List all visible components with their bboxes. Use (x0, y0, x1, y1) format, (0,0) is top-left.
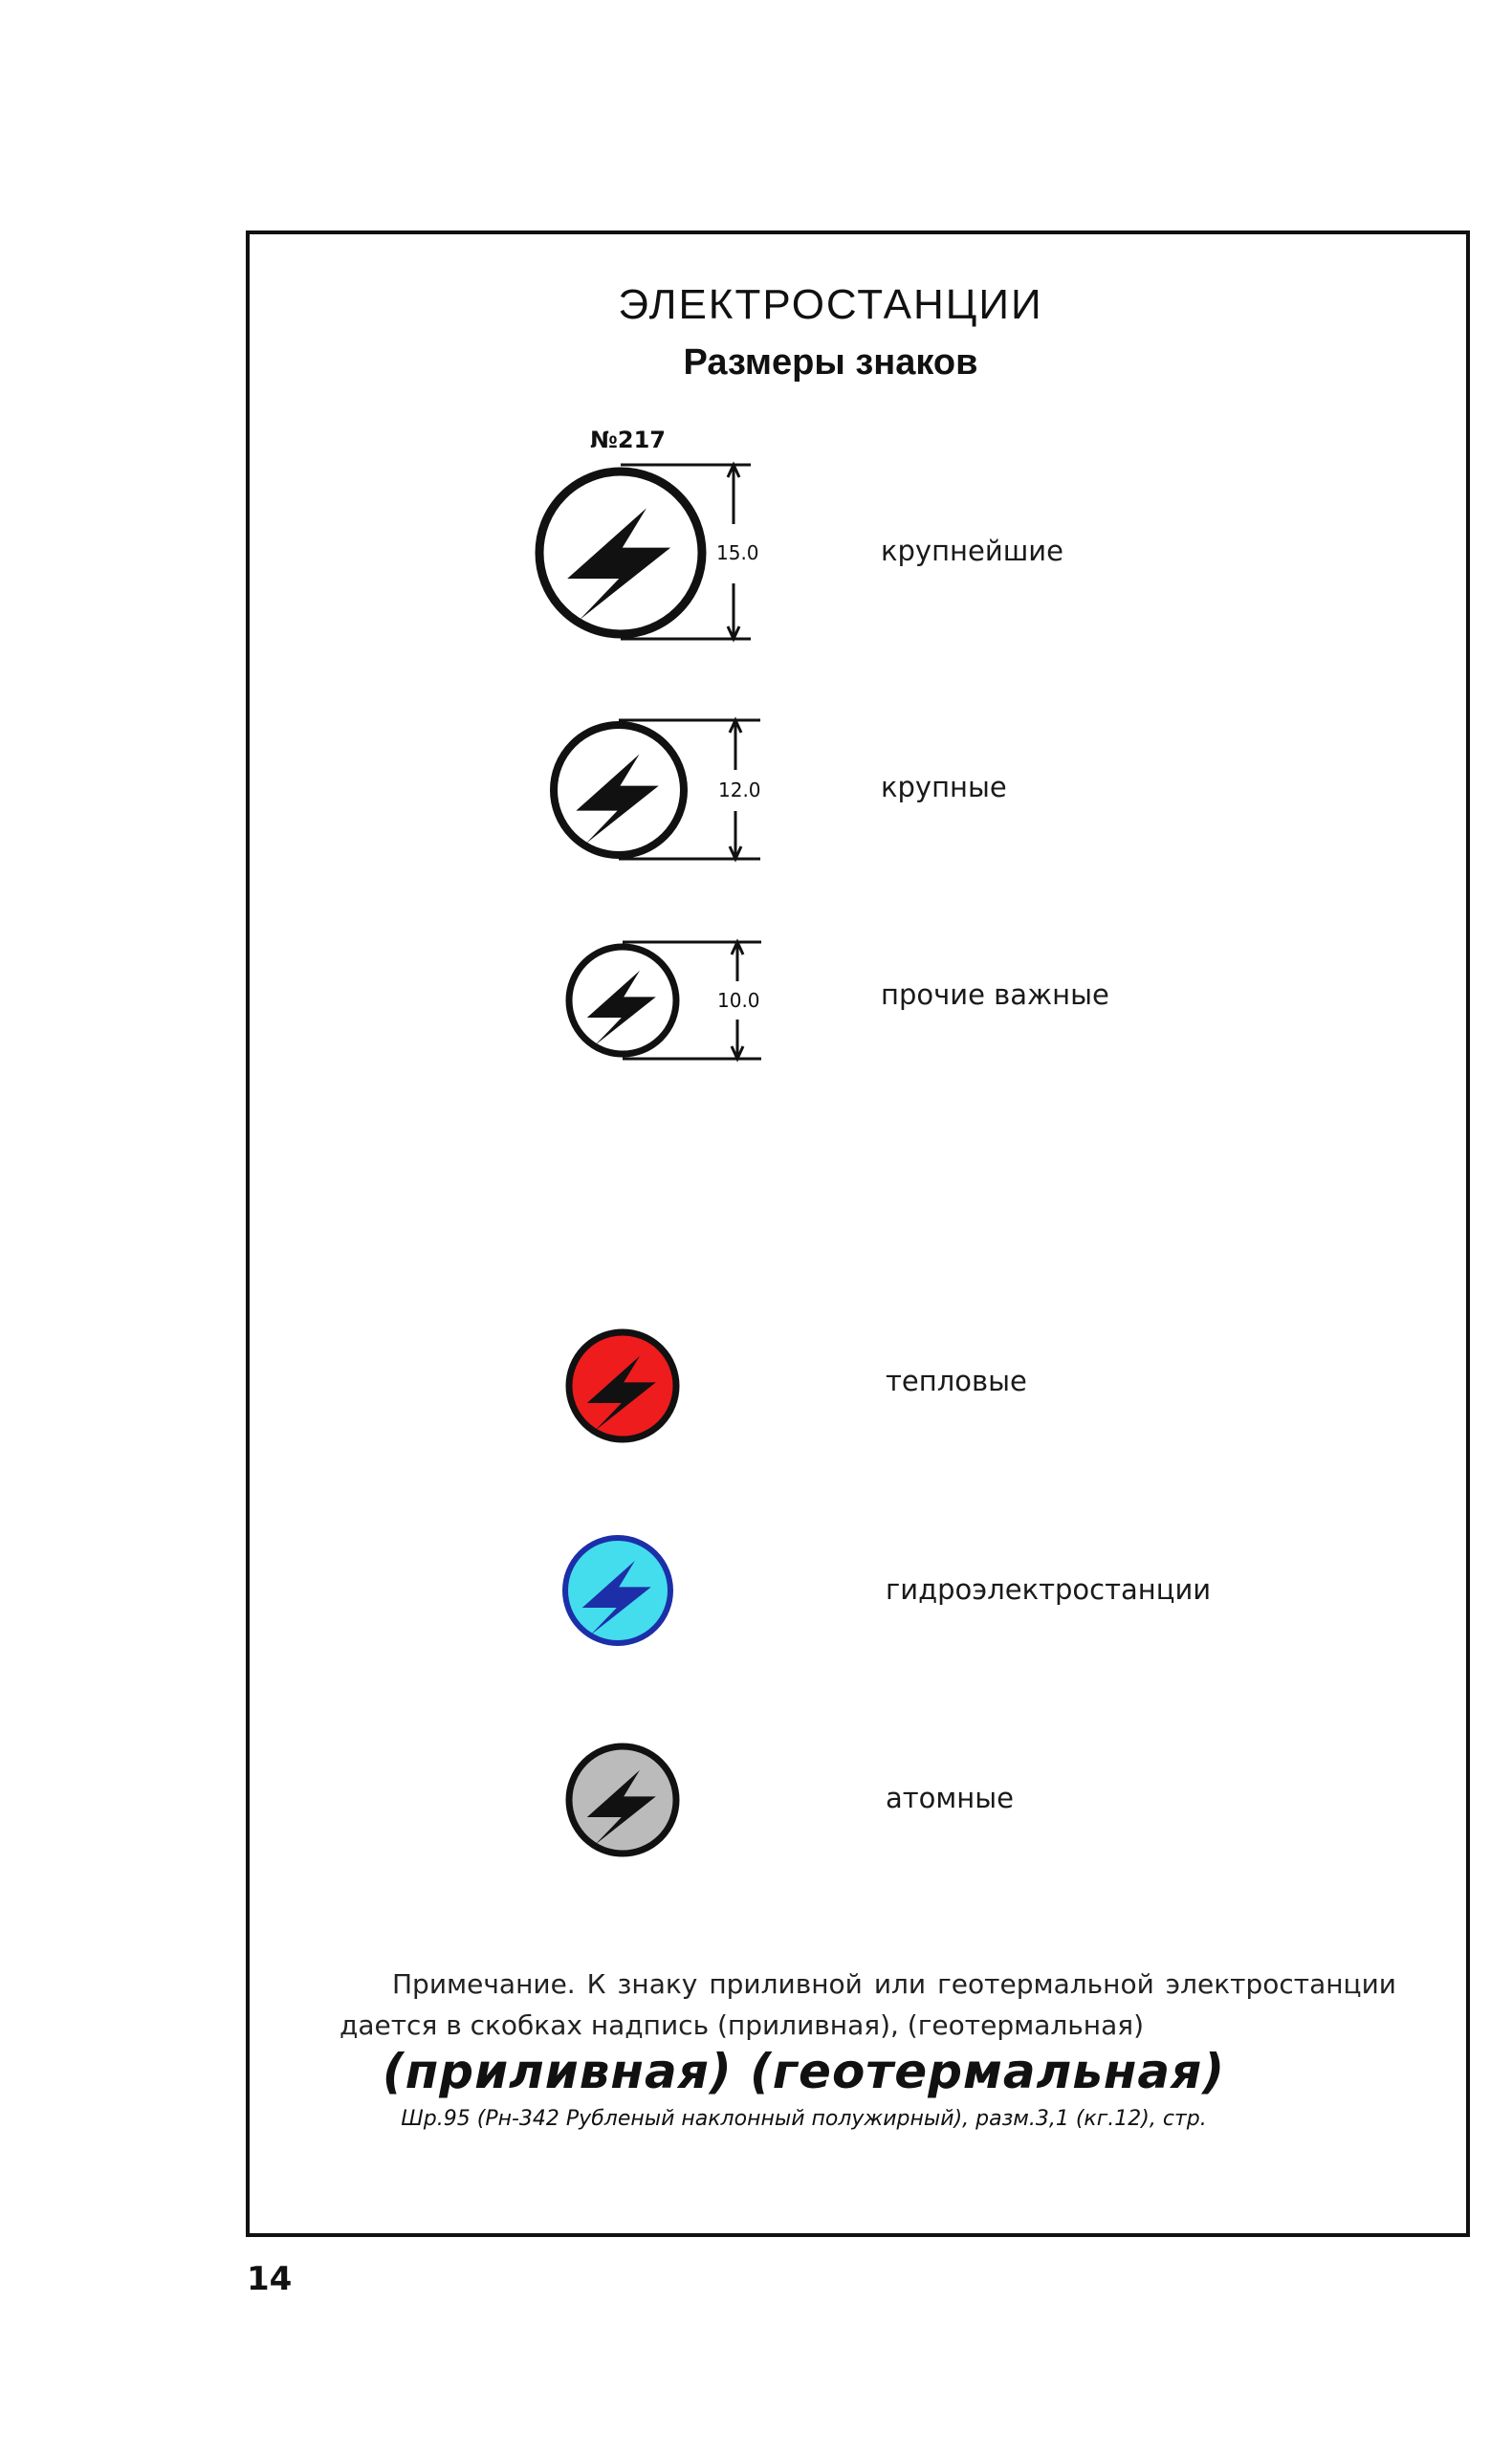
dimension-label-largest: 15.0 (716, 541, 759, 564)
power-plant-symbol-other (569, 947, 676, 1054)
dimension-label-other: 10.0 (717, 989, 760, 1012)
label-thermal: тепловые (886, 1365, 1027, 1397)
example-caption: (приливная) (геотермальная) (382, 2044, 1226, 2099)
thermal-power-plant-symbol (569, 1332, 676, 1439)
sign-number: №217 (590, 427, 666, 453)
dimension-label-large: 12.0 (718, 779, 761, 801)
nuclear-power-plant-symbol (569, 1746, 676, 1854)
label-hydro: гидроэлектростанции (886, 1573, 1212, 1606)
note-text: Примечание. К знаку приливной или геотермальной электростанции дается в скобках надпись (приливная), (геотермальная) (340, 1968, 1396, 2041)
page-subtitle: Размеры знаков (683, 342, 978, 383)
font-specification: Шр.95 (Рн-342 Рубленый наклонный полужирный), разм.3,1 (кг.12), стр. (401, 2107, 1207, 2131)
power-plant-symbol-largest (539, 472, 702, 634)
page-title: ЭЛЕКТРОСТАНЦИИ (618, 281, 1043, 328)
page-number: 14 (247, 2260, 293, 2298)
hydro-power-plant-symbol (565, 1538, 670, 1643)
power-plant-symbol-large (554, 725, 684, 855)
label-nuclear: атомные (886, 1782, 1014, 1814)
label-other-important: прочие важные (881, 978, 1109, 1011)
label-largest: крупнейшие (881, 535, 1063, 567)
label-large: крупные (881, 771, 1007, 803)
